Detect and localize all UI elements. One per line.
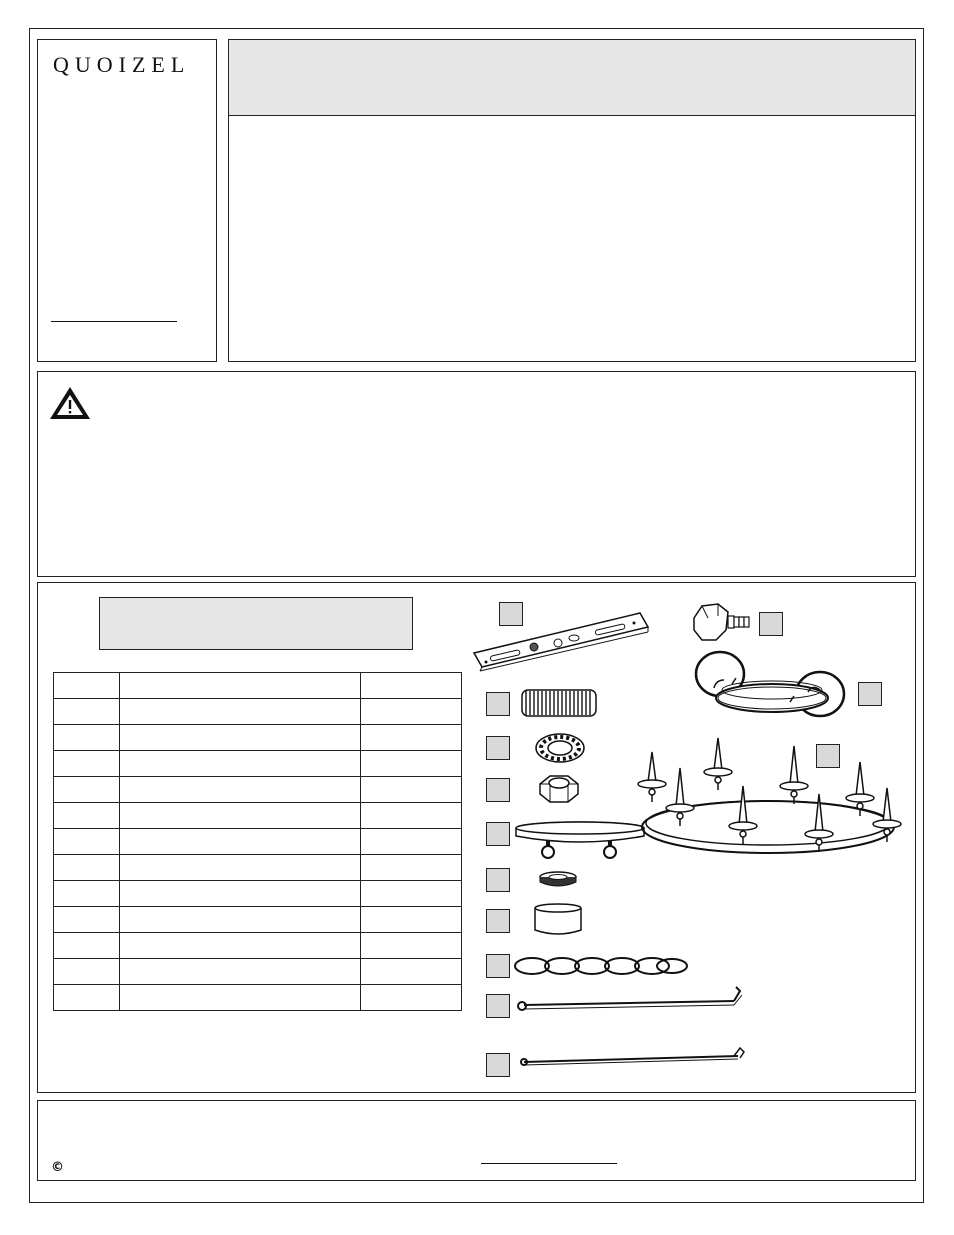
table-cell [120, 985, 361, 1011]
part-key-9 [486, 994, 510, 1018]
table-cell [54, 959, 120, 985]
part-key-5 [486, 822, 510, 846]
footer-rule [481, 1163, 617, 1164]
table-row [54, 803, 462, 829]
hex-nut-illustration [534, 772, 584, 806]
table-cell [54, 777, 120, 803]
table-cell [54, 673, 120, 699]
table-row [54, 673, 462, 699]
table-cell [120, 933, 361, 959]
chandelier-body-illustration [628, 732, 908, 867]
finial-illustration [690, 602, 756, 646]
logo-panel-rule [51, 321, 177, 322]
table-cell [54, 855, 120, 881]
part-key-8 [486, 954, 510, 978]
threaded-nipple-illustration [518, 686, 602, 720]
table-cell [120, 673, 361, 699]
table-cell [361, 907, 462, 933]
table-cell [361, 699, 462, 725]
table-cell [54, 985, 120, 1011]
top-ring-illustration [690, 650, 850, 725]
table-row [54, 829, 462, 855]
part-key-11 [759, 612, 783, 636]
table-cell [361, 829, 462, 855]
table-row [54, 933, 462, 959]
table-cell [120, 959, 361, 985]
table-row [54, 725, 462, 751]
parts-table [53, 672, 462, 1011]
title-banner [229, 40, 915, 116]
hook-rod-short-illustration [518, 1044, 748, 1070]
table-cell [54, 803, 120, 829]
parts-header-box [99, 597, 413, 650]
table-cell [361, 985, 462, 1011]
table-cell [54, 699, 120, 725]
table-cell [120, 751, 361, 777]
chain-illustration [512, 954, 692, 980]
table-cell [361, 725, 462, 751]
warning-panel [37, 371, 916, 577]
table-cell [120, 855, 361, 881]
table-cell [54, 829, 120, 855]
table-row [54, 985, 462, 1011]
part-key-10 [486, 1053, 510, 1077]
table-cell [120, 777, 361, 803]
table-cell [361, 777, 462, 803]
table-row [54, 907, 462, 933]
part-key-6 [486, 868, 510, 892]
table-cell [361, 881, 462, 907]
table-cell [120, 699, 361, 725]
table-row [54, 777, 462, 803]
table-row [54, 699, 462, 725]
mounting-strap-illustration [470, 605, 655, 675]
warning-triangle-icon [48, 385, 92, 421]
table-cell [361, 751, 462, 777]
table-cell [120, 881, 361, 907]
part-key-3 [486, 736, 510, 760]
footer-panel [37, 1100, 916, 1181]
table-cell [54, 907, 120, 933]
table-cell [54, 751, 120, 777]
brand-logo: QUOIZEL [53, 52, 191, 77]
table-cell [361, 673, 462, 699]
table-cell [120, 725, 361, 751]
table-cell [54, 725, 120, 751]
table-cell [361, 803, 462, 829]
table-cell [54, 933, 120, 959]
part-key-2 [486, 692, 510, 716]
ring-nut-illustration [536, 870, 580, 890]
table-cell [120, 803, 361, 829]
canopy-illustration [532, 902, 584, 938]
part-key-12 [858, 682, 882, 706]
table-cell [361, 959, 462, 985]
table-cell [54, 881, 120, 907]
logo-panel [37, 39, 217, 362]
part-key-7 [486, 909, 510, 933]
table-cell [361, 933, 462, 959]
table-cell [120, 829, 361, 855]
table-row [54, 959, 462, 985]
table-row [54, 881, 462, 907]
copyright-icon: © [51, 1160, 64, 1175]
lock-washer-illustration [534, 732, 586, 764]
table-cell [361, 855, 462, 881]
hook-rod-illustration [512, 985, 747, 1015]
table-row [54, 751, 462, 777]
table-row [54, 855, 462, 881]
table-cell [120, 907, 361, 933]
part-key-4 [486, 778, 510, 802]
